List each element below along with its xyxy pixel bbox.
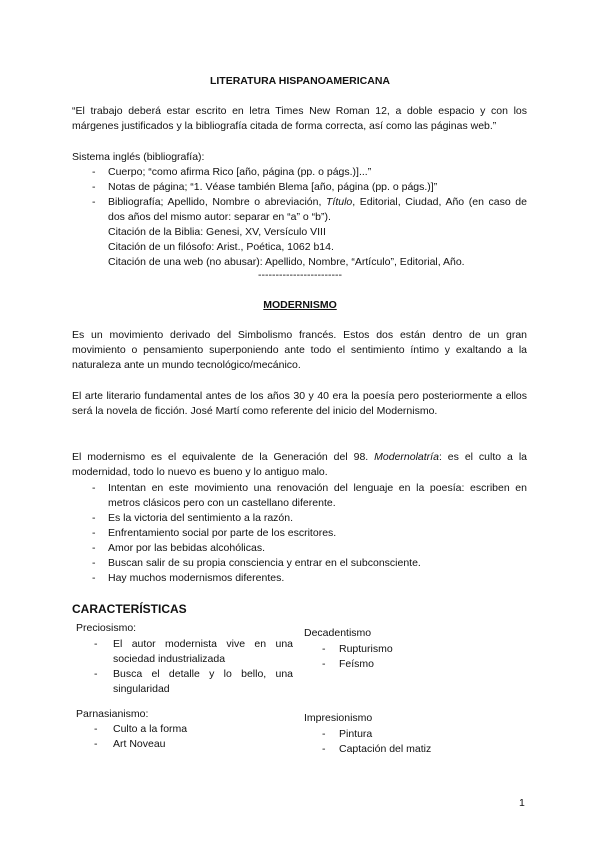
biblio-text-post: , Editorial, Ciudad, Año (en caso de dos años del mismo autor: separar en “a” o “b”). — [108, 196, 527, 223]
parnasianismo-item: Art Noveau — [113, 738, 166, 750]
bullet-dash: - — [92, 557, 96, 569]
bullet-dash: - — [94, 738, 98, 750]
biblio-text-pre: Bibliografía; Apellido, Nombre o abreviación, — [108, 196, 326, 208]
sistema-item-notas: Notas de página; “1. Véase también Blema [año, página (pp. o págs.)]” — [108, 181, 438, 193]
biblio-text-italic: Título — [325, 196, 353, 208]
bullet-dash: - — [322, 643, 326, 655]
citacion-filosofo: Citación de un filósofo: Arist., Poética, 1062 b14. — [108, 241, 334, 253]
bullet-dash: - — [322, 658, 326, 670]
modernismo-heading: MODERNISMO — [263, 299, 337, 311]
modernismo-bullet: Hay muchos modernismos diferentes. — [108, 572, 285, 584]
bullet-dash: - — [92, 572, 96, 584]
parnasianismo-item: Culto a la forma — [113, 723, 188, 735]
bullet-dash: - — [92, 181, 96, 193]
decadentismo-item: Feísmo — [339, 658, 375, 670]
parnasianismo-label: Parnasianismo: — [76, 708, 149, 720]
bullet-dash: - — [92, 196, 96, 208]
bullet-dash: - — [94, 723, 98, 735]
p3-text-post: : es el culto a la modernidad, todo lo nuevo es bueno y lo antiguo malo. — [72, 451, 527, 478]
citacion-biblia: Citación de la Biblia: Genesi, XV, Versículo VIII — [108, 226, 326, 238]
preciosismo-item: El autor modernista vive en una sociedad industrializada — [113, 638, 293, 665]
modernismo-paragraph-3 — [72, 450, 527, 480]
bullet-dash: - — [92, 512, 96, 524]
decadentismo-item: Rupturismo — [339, 643, 393, 655]
modernismo-bullet: Intentan en este movimiento una renovación del lenguaje en la poesía: escriben en metros clásicos pero con un castellano diferente. — [108, 482, 527, 509]
modernismo-paragraph-2: El arte literario fundamental antes de los años 30 y 40 era la poesía pero posteriormente a ellos será la novela de ficción. José Martí como referente del inicio del Modernismo. — [72, 390, 527, 417]
impresionismo-label: Impresionismo — [304, 712, 373, 724]
p3-text-italic: Modernolatría — [374, 451, 439, 463]
bullet-dash: - — [92, 166, 96, 178]
bullet-dash: - — [92, 542, 96, 554]
modernismo-paragraph-1: Es un movimiento derivado del Simbolismo francés. Estos dos están dentro de un gran movimiento o pensamiento superponiendo ante todo el sentimiento íntimo y exaltando a la naturaleza ante un mundo tecnológico/mecánico. — [72, 329, 527, 371]
separator-line: ------------------------ — [258, 269, 342, 281]
modernismo-bullet: Enfrentamiento social por parte de los escritores. — [108, 527, 337, 539]
page-number: 1 — [519, 797, 525, 809]
caracteristicas-heading: CARACTERÍSTICAS — [72, 602, 187, 616]
p3-text-pre: El modernismo es el equivalente de la Generación del 98. — [72, 451, 375, 463]
modernismo-bullet: Amor por las bebidas alcohólicas. — [108, 542, 265, 554]
decadentismo-label: Decadentismo — [304, 627, 372, 639]
intro-quote: “El trabajo deberá estar escrito en letra Times New Roman 12, a doble espacio y con los márgenes justificados y la bibliografía citada de forma correcta, así como las páginas web.” — [72, 105, 527, 132]
preciosismo-item: Busca el detalle y lo bello, una singularidad — [113, 668, 293, 695]
page-title: LITERATURA HISPANOAMERICANA — [209, 75, 391, 87]
bullet-dash: - — [92, 482, 96, 494]
preciosismo-label: Preciosismo: — [76, 622, 137, 634]
bullet-dash: - — [94, 668, 98, 680]
modernismo-bullet: Buscan salir de su propia consciencia y entrar en el subconsciente. — [108, 557, 421, 569]
bullet-dash: - — [322, 743, 326, 755]
bullet-dash: - — [322, 728, 326, 740]
sistema-item-bibliografia — [108, 195, 527, 225]
citacion-web: Citación de una web (no abusar): Apellido, Nombre, “Artículo”, Editorial, Año. — [108, 256, 465, 268]
sistema-heading: Sistema inglés (bibliografía): — [72, 151, 205, 163]
bullet-dash: - — [94, 638, 98, 650]
modernismo-bullet: Es la victoria del sentimiento a la razón. — [108, 512, 294, 524]
impresionismo-item: Pintura — [339, 728, 373, 740]
impresionismo-item: Captación del matiz — [339, 743, 432, 755]
bullet-dash: - — [92, 527, 96, 539]
sistema-item-cuerpo: Cuerpo; “como afirma Rico [año, página (pp. o págs.)]...” — [108, 166, 372, 178]
